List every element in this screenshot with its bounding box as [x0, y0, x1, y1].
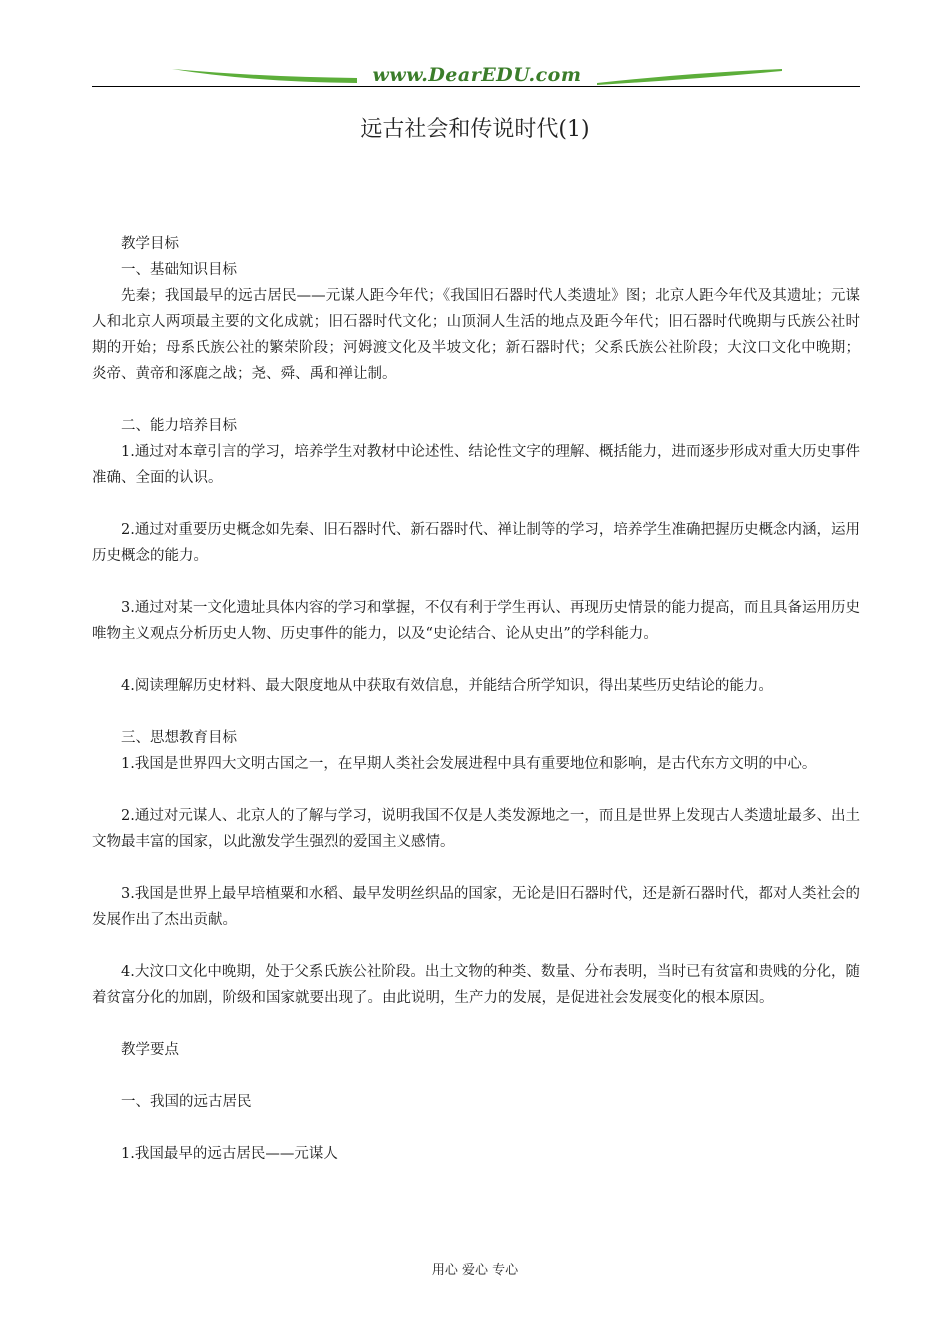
heading-knowledge-goals: 一、基础知识目标: [121, 262, 237, 278]
heading-key-points: 教学要点: [121, 1042, 179, 1058]
paragraph: 4.大汶口文化中晚期，处于父系氏族公社阶段。出土文物的种类、数量、分布表明，当时已有贫富和贵贱的分化，随着贫富分化的加剧，阶级和国家就要出现了。由此说明，生产力的发展，是促进社会发展变化的根本原因。: [92, 964, 860, 1006]
document-body: [92, 231, 860, 1167]
paragraph: 2.通过对元谋人、北京人的了解与学习，说明我国不仅是人类发源地之一，而且是世界上发现古人类遗址最多、出土文物最丰富的国家，以此激发学生强烈的爱国主义感情。: [92, 808, 860, 850]
heading-subsection-1: 1.我国最早的远古居民——元谋人: [121, 1146, 338, 1162]
paragraph: 2.通过对重要历史概念如先秦、旧石器时代、新石器时代、禅让制等的学习，培养学生准确把握历史概念内涵，运用历史概念的能力。: [92, 522, 860, 564]
header-rule: [92, 86, 860, 87]
paragraph: 先秦；我国最早的远古居民——元谋人距今年代；《我国旧石器时代人类遗址》图；北京人距今年代及其遗址；元谋人和北京人两项最主要的文化成就；旧石器时代文化；山顶洞人生活的地点及距今年代；旧石器时代晚期与氏族公社时期的开始；母系氏族公社的繁荣阶段；河姆渡文化及半坡文化；新石器时代；父系氏族公社阶段；大汶口文化中晚期；炎帝、黄帝和涿鹿之战；尧、舜、禹和禅让制。: [92, 288, 860, 382]
paragraph: 1.通过对本章引言的学习，培养学生对教材中论述性、结论性文字的理解、概括能力，进而逐步形成对重大历史事件准确、全面的认识。: [92, 444, 860, 486]
site-logo-text: www.DearEDU.com: [372, 64, 582, 86]
page-footer: 用心 爱心 专心: [431, 1263, 519, 1278]
page-header: [92, 62, 860, 90]
heading-section-1: 一、我国的远古居民: [121, 1094, 252, 1110]
heading-ability-goals: 二、能力培养目标: [121, 418, 237, 434]
paragraph: 4.阅读理解历史材料、最大限度地从中获取有效信息，并能结合所学知识，得出某些历史结论的能力。: [121, 678, 773, 694]
heading-moral-goals: 三、思想教育目标: [121, 730, 237, 746]
paragraph: 3.通过对某一文化遗址具体内容的学习和掌握，不仅有利于学生再认、再现历史情景的能力提高，而且具备运用历史唯物主义观点分析历史人物、历史事件的能力，以及“史论结合、论从史出”的学科能力。: [92, 600, 860, 642]
paragraph: 3.我国是世界上最早培植粟和水稻、最早发明丝织品的国家，无论是旧石器时代，还是新石器时代，都对人类社会的发展作出了杰出贡献。: [92, 886, 860, 928]
document-title: 远古社会和传说时代(1): [360, 117, 590, 142]
left-swoosh-decoration: [172, 65, 357, 85]
heading-teaching-goals: 教学目标: [121, 236, 179, 252]
paragraph: 1.我国是世界四大文明古国之一，在早期人类社会发展进程中具有重要地位和影响，是古代东方文明的中心。: [121, 756, 817, 772]
right-swoosh-decoration: [597, 65, 782, 85]
